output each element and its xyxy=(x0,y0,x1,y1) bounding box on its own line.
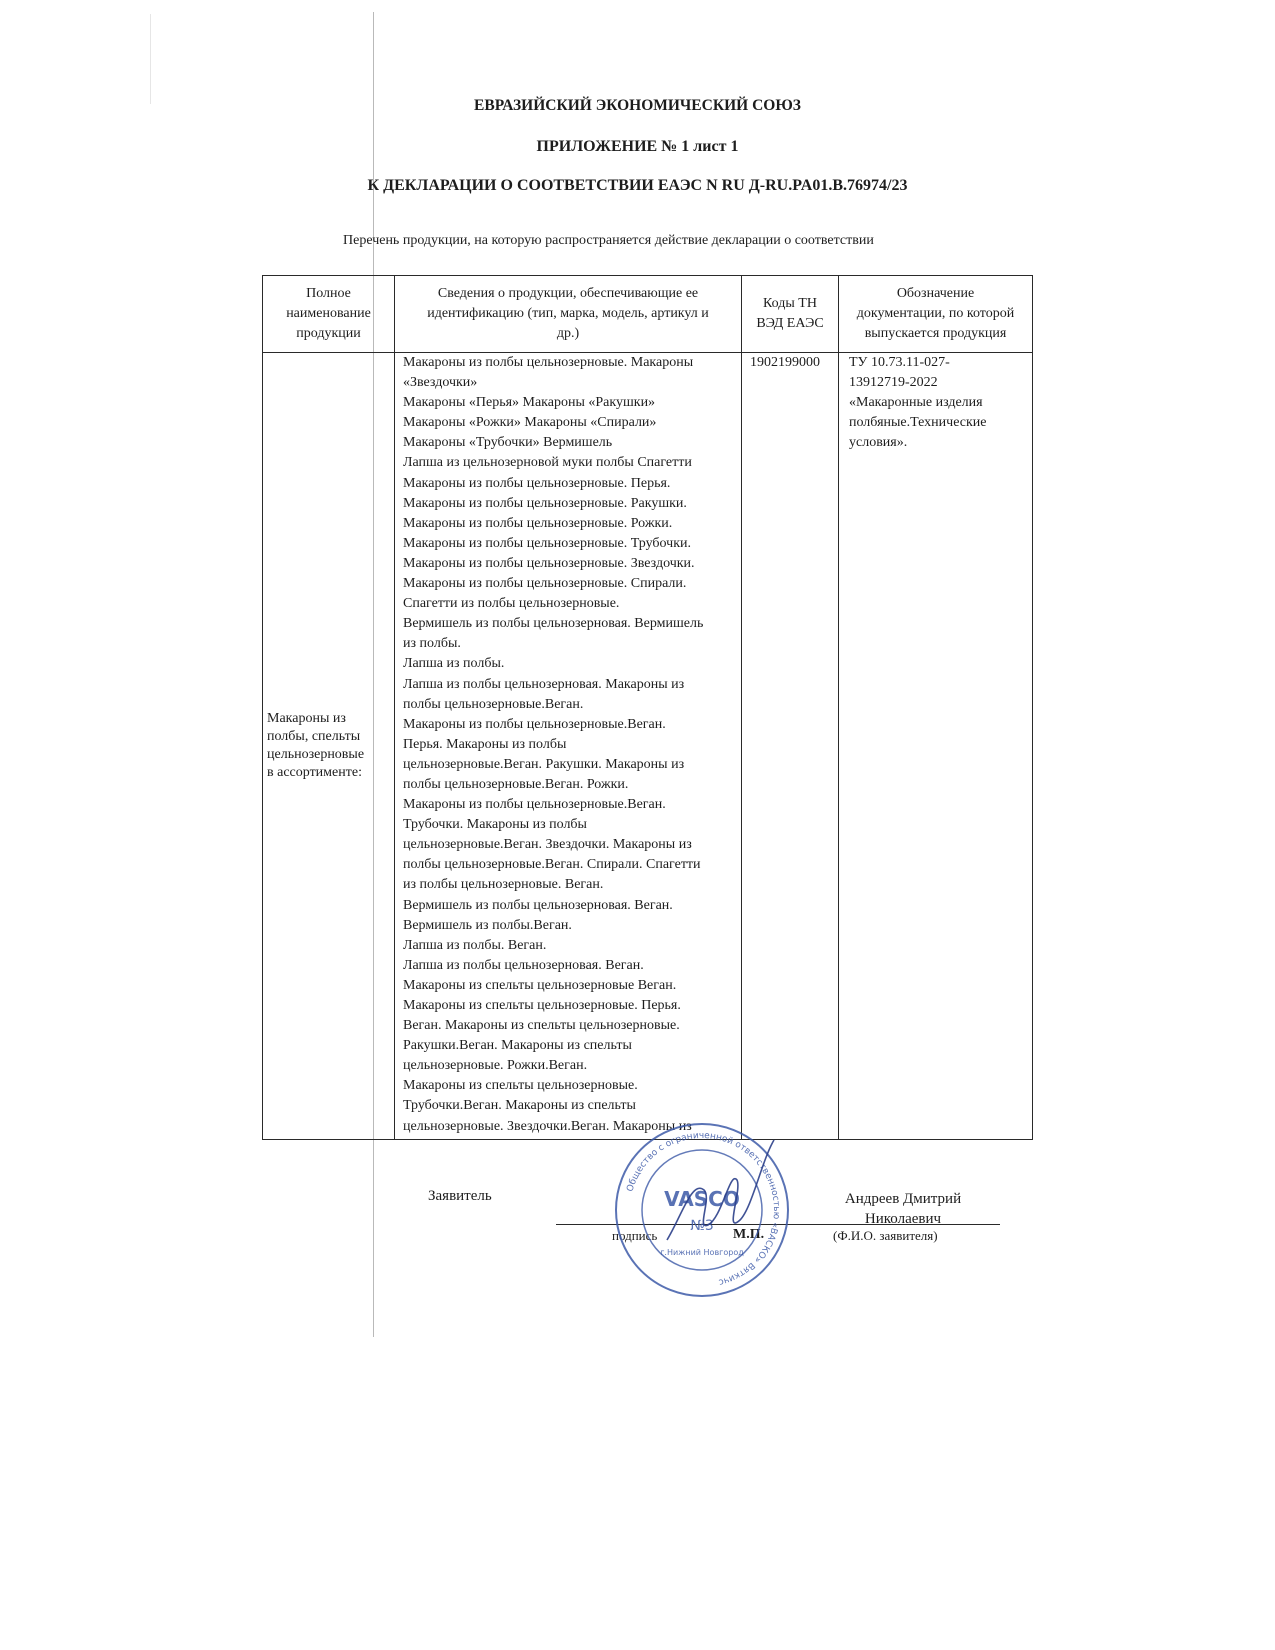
product-info-line: Веган. Макароны из спельты цельнозерновые. xyxy=(403,1018,680,1034)
product-info-line: Трубочки. Макароны из полбы xyxy=(403,817,587,833)
header-tn-codes: Коды ТН ВЭД ЕАЭС xyxy=(742,276,839,353)
product-info-line: Спагетти из полбы цельнозерновые. xyxy=(403,596,620,612)
applicant-name: Андреев Дмитрий Николаевич xyxy=(844,1191,962,1227)
product-info-line: Макароны из полбы цельнозерновые. Перья. xyxy=(403,475,671,491)
company-stamp-icon xyxy=(612,1120,792,1300)
product-info-line: Макароны «Рожки» Макароны «Спирали» xyxy=(403,415,657,431)
stamp-number: №3 xyxy=(690,1218,714,1234)
product-table xyxy=(262,275,1033,1140)
product-info-line: Макароны «Перья» Макароны «Ракушки» xyxy=(403,395,656,411)
seal-place-caption: М.П. xyxy=(733,1227,765,1242)
product-info-line: «Звездочки» xyxy=(403,375,478,391)
product-info-line: Макароны из спельты цельнозерновые. xyxy=(403,1078,638,1094)
signature-caption: подпись xyxy=(612,1228,658,1243)
stamp-city: г.Нижний Новгород xyxy=(660,1248,744,1257)
product-info-line: полбы цельнозерновые.Веган. Рожки. xyxy=(403,776,629,792)
product-info-line: Лапша из полбы. Веган. xyxy=(403,937,547,953)
product-name-cell: Макароны из полбы, спельты цельнозерновые в ассортименте: xyxy=(263,353,395,1140)
product-info-line: Макароны из полбы цельнозерновые. Рожки. xyxy=(403,515,673,531)
scan-artifact-line xyxy=(150,14,151,104)
appendix-title: ПРИЛОЖЕНИЕ № 1 лист 1 xyxy=(536,138,739,155)
product-info-line: полбы цельнозерновые.Веган. xyxy=(403,696,584,712)
stamp-brand: VASCO xyxy=(664,1187,740,1211)
product-info-line: Ракушки.Веган. Макароны из спельты xyxy=(403,1038,632,1054)
product-info-line: цельнозерновые.Веган. Ракушки. Макароны из xyxy=(403,756,685,772)
product-info-cell xyxy=(395,353,742,1140)
table-row xyxy=(263,353,1033,1140)
applicant-label: Заявитель xyxy=(428,1188,492,1204)
product-info-line: цельнозерновые. Рожки.Веган. xyxy=(403,1058,588,1074)
product-info-line: Вермишель из полбы.Веган. xyxy=(403,917,572,933)
header-product-name: Полное наименование продукции xyxy=(263,276,395,353)
product-info-line: Макароны из полбы цельнозерновые. Макароны xyxy=(403,355,694,370)
product-info-line: полбы цельнозерновые.Веган. Спирали. Спагетти xyxy=(403,857,701,873)
product-info-line: Лапша из цельнозерновой муки полбы Спагетти xyxy=(403,455,692,471)
product-info-line: Макароны «Трубочки» Вермишель xyxy=(403,435,613,451)
product-info-line: цельнозерновые. Звездочки.Веган. Макароны из xyxy=(403,1118,692,1134)
fio-caption: (Ф.И.О. заявителя) xyxy=(833,1228,938,1243)
product-info-line: Макароны из полбы цельнозерновые. Ракушки. xyxy=(403,495,687,511)
product-info-line: Лапша из полбы цельнозерновая. Веган. xyxy=(403,957,644,973)
declaration-title: К ДЕКЛАРАЦИИ О СООТВЕТСТВИИ ЕАЭС N RU Д-RU.PA01.B.76974/23 xyxy=(367,177,908,194)
product-info-line: Макароны из спельты цельнозерновые. Перья. xyxy=(403,998,681,1013)
union-title: ЕВРАЗИЙСКИЙ ЭКОНОМИЧЕСКИЙ СОЮЗ xyxy=(474,97,801,114)
header-documentation: Обозначение документации, по которой выпускается продукция xyxy=(839,276,1033,353)
product-info-line: Перья. Макароны из полбы xyxy=(403,736,567,752)
product-info-line: Макароны из полбы цельнозерновые. Звездочки. xyxy=(403,555,695,571)
product-info-line: Макароны из полбы цельнозерновые.Веган. xyxy=(403,716,666,732)
intro-text: Перечень продукции, на которую распространяется действие декларации о соответствии xyxy=(343,233,874,248)
stamp-outer-text: Общество с ограниченной ответственностью «ВАСКО» Вяткичс xyxy=(625,1130,782,1287)
product-info-line: Макароны из полбы цельнозерновые. Спирали. xyxy=(403,576,687,592)
product-info-line: Лапша из полбы. xyxy=(403,656,505,672)
table-header-row xyxy=(263,276,1033,353)
product-info-line: Макароны из полбы цельнозерновые. Трубочки. xyxy=(403,535,691,551)
product-info-line: из полбы. xyxy=(403,636,461,652)
product-info-line: Лапша из полбы цельнозерновая. Макароны из xyxy=(403,676,685,692)
header-product-info: Сведения о продукции, обеспечивающие ее идентификацию (тип, марка, модель, артикул и др.) xyxy=(395,276,742,353)
product-info-line: Макароны из полбы цельнозерновые.Веган. xyxy=(403,797,666,813)
product-info-line: Трубочки.Веган. Макароны из спельты xyxy=(403,1098,636,1114)
tn-code-cell: 1902199000 xyxy=(742,353,839,1140)
product-info-line: Макароны из спельты цельнозерновые Веган. xyxy=(403,977,677,993)
product-info-line: Вермишель из полбы цельнозерновая. Вермишель xyxy=(403,616,704,632)
documentation-cell: ТУ 10.73.11-027- 13912719-2022 «Макаронные изделия полбяные.Технические условия». xyxy=(839,353,1033,1140)
product-info-line: цельнозерновые.Веган. Звездочки. Макароны из xyxy=(403,837,692,853)
product-info-line: из полбы цельнозерновые. Веган. xyxy=(403,877,604,893)
product-info-line: Вермишель из полбы цельнозерновая. Веган. xyxy=(403,897,673,913)
